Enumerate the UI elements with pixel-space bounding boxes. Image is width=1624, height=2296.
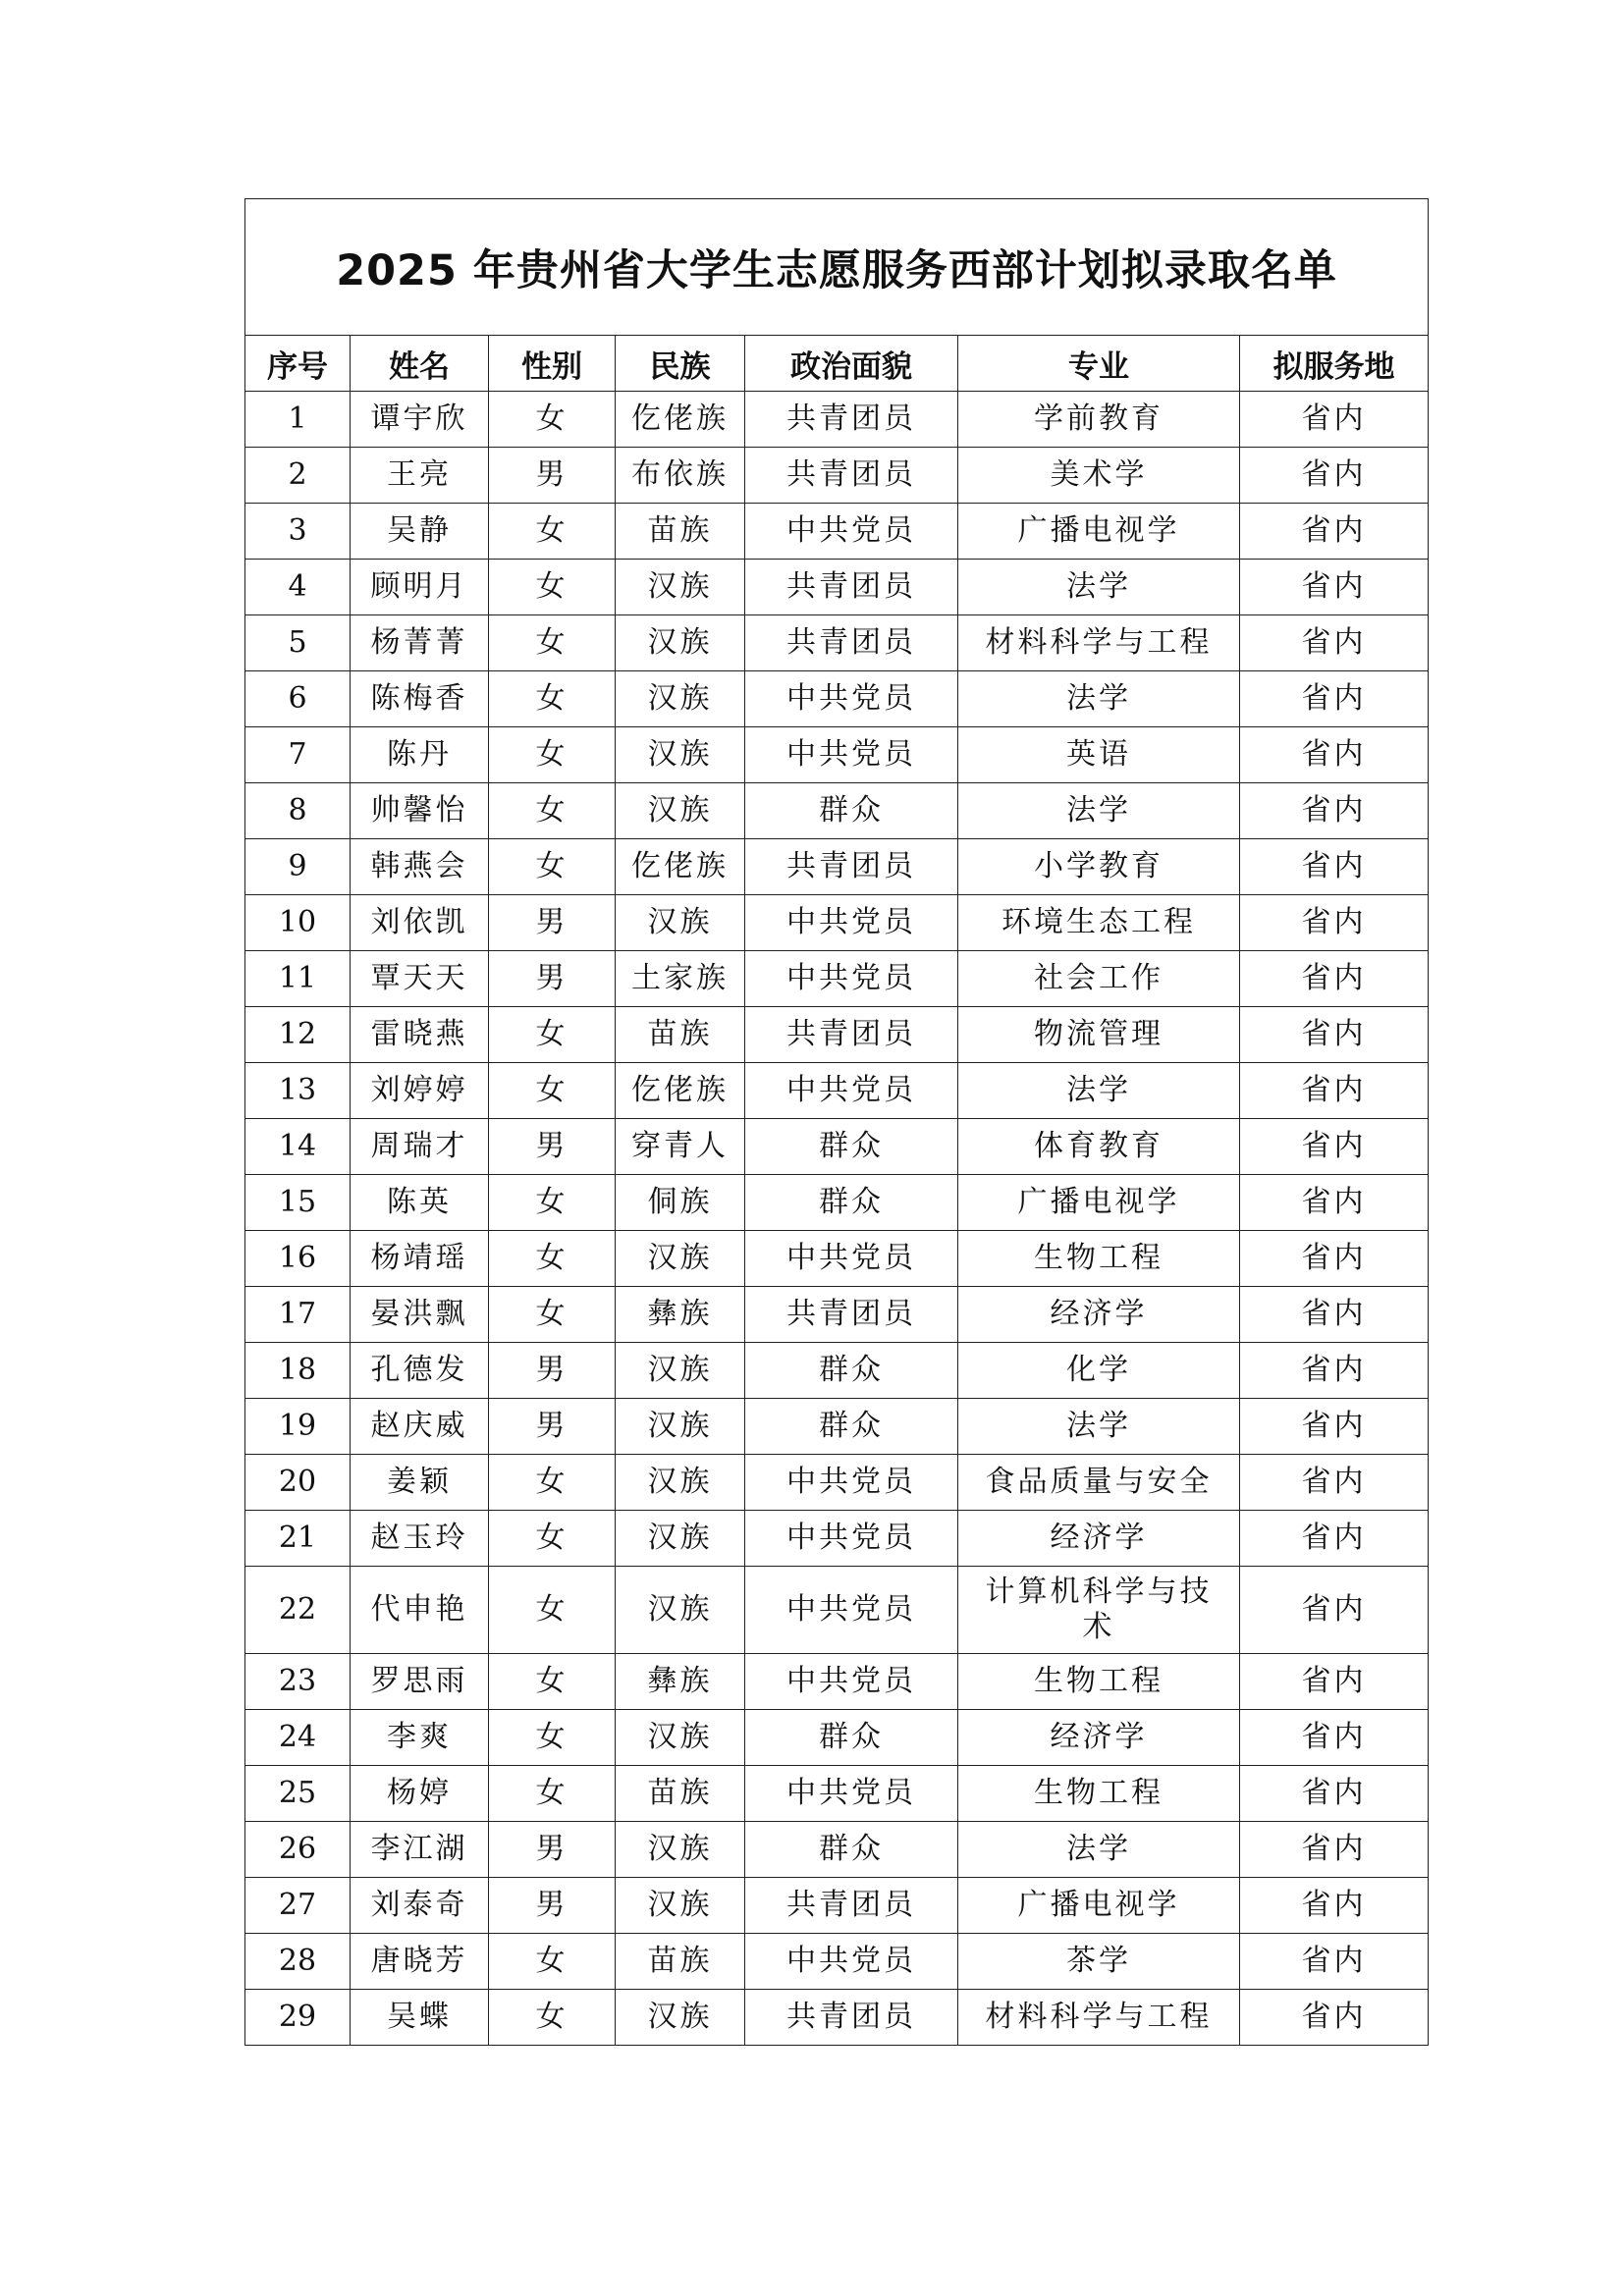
cell-political-status: 中共党员	[745, 1063, 958, 1119]
cell-name: 孔德发	[351, 1343, 489, 1399]
cell-name: 罗思雨	[351, 1654, 489, 1710]
cell-gender: 女	[489, 1567, 616, 1654]
table-row	[245, 1007, 1429, 1063]
cell-name: 王亮	[351, 448, 489, 504]
cell-service-location: 省内	[1240, 1007, 1429, 1063]
cell-gender: 女	[489, 1654, 616, 1710]
cell-name: 姜颖	[351, 1455, 489, 1511]
table-row	[245, 1654, 1429, 1710]
cell-gender: 女	[489, 727, 616, 783]
cell-name: 陈梅香	[351, 671, 489, 727]
cell-political-status: 群众	[745, 1119, 958, 1175]
cell-service-location: 省内	[1240, 1766, 1429, 1822]
cell-major: 化学	[958, 1343, 1240, 1399]
table-row	[245, 1766, 1429, 1822]
table-row	[245, 1511, 1429, 1567]
table-row	[245, 448, 1429, 504]
table-row	[245, 1934, 1429, 1990]
cell-political-status: 中共党员	[745, 1934, 958, 1990]
table-row	[245, 727, 1429, 783]
cell-gender: 男	[489, 1399, 616, 1455]
cell-political-status: 群众	[745, 1343, 958, 1399]
cell-name: 谭宇欣	[351, 392, 489, 448]
cell-ethnicity: 苗族	[616, 1766, 745, 1822]
cell-name: 韩燕会	[351, 839, 489, 895]
cell-ethnicity: 汉族	[616, 1990, 745, 2046]
header-index: 序号	[245, 336, 351, 392]
cell-service-location: 省内	[1240, 392, 1429, 448]
cell-index: 14	[245, 1119, 351, 1175]
cell-ethnicity: 汉族	[616, 1822, 745, 1878]
cell-index: 24	[245, 1710, 351, 1766]
cell-index: 15	[245, 1175, 351, 1231]
cell-major: 广播电视学	[958, 1878, 1240, 1934]
cell-gender: 女	[489, 1007, 616, 1063]
cell-major: 生物工程	[958, 1766, 1240, 1822]
cell-gender: 男	[489, 1822, 616, 1878]
cell-ethnicity: 汉族	[616, 895, 745, 951]
cell-ethnicity: 彝族	[616, 1287, 745, 1343]
cell-index: 27	[245, 1878, 351, 1934]
cell-ethnicity: 布依族	[616, 448, 745, 504]
cell-gender: 男	[489, 1878, 616, 1934]
cell-service-location: 省内	[1240, 1063, 1429, 1119]
cell-gender: 女	[489, 671, 616, 727]
cell-name: 吴静	[351, 504, 489, 560]
table-row	[245, 1455, 1429, 1511]
cell-ethnicity: 苗族	[616, 1934, 745, 1990]
cell-major: 法学	[958, 783, 1240, 839]
table-row	[245, 1287, 1429, 1343]
cell-index: 12	[245, 1007, 351, 1063]
table-row	[245, 504, 1429, 560]
cell-service-location: 省内	[1240, 1822, 1429, 1878]
cell-index: 6	[245, 671, 351, 727]
cell-political-status: 中共党员	[745, 727, 958, 783]
cell-service-location: 省内	[1240, 671, 1429, 727]
cell-name: 陈丹	[351, 727, 489, 783]
cell-service-location: 省内	[1240, 1654, 1429, 1710]
table-row	[245, 895, 1429, 951]
cell-gender: 女	[489, 839, 616, 895]
document-sheet	[244, 198, 1428, 2046]
cell-service-location: 省内	[1240, 1343, 1429, 1399]
cell-index: 26	[245, 1822, 351, 1878]
cell-gender: 女	[489, 1766, 616, 1822]
cell-political-status: 共青团员	[745, 560, 958, 615]
table-row	[245, 1710, 1429, 1766]
cell-index: 28	[245, 1934, 351, 1990]
cell-index: 17	[245, 1287, 351, 1343]
header-political-status: 政治面貌	[745, 336, 958, 392]
cell-name: 晏洪飘	[351, 1287, 489, 1343]
cell-ethnicity: 侗族	[616, 1175, 745, 1231]
cell-gender: 男	[489, 1119, 616, 1175]
cell-name: 杨靖瑶	[351, 1231, 489, 1287]
cell-ethnicity: 彝族	[616, 1654, 745, 1710]
cell-service-location: 省内	[1240, 1455, 1429, 1511]
cell-political-status: 共青团员	[745, 1878, 958, 1934]
cell-gender: 女	[489, 1511, 616, 1567]
cell-service-location: 省内	[1240, 1175, 1429, 1231]
table-row	[245, 951, 1429, 1007]
cell-ethnicity: 汉族	[616, 783, 745, 839]
cell-major: 生物工程	[958, 1231, 1240, 1287]
cell-ethnicity: 汉族	[616, 727, 745, 783]
cell-service-location: 省内	[1240, 783, 1429, 839]
cell-ethnicity: 仡佬族	[616, 1063, 745, 1119]
cell-major: 计算机科学与技术	[958, 1567, 1240, 1654]
cell-index: 29	[245, 1990, 351, 2046]
table-row	[245, 1231, 1429, 1287]
cell-major: 法学	[958, 560, 1240, 615]
document-title: 2025 年贵州省大学生志愿服务西部计划拟录取名单	[245, 199, 1429, 336]
cell-major: 经济学	[958, 1710, 1240, 1766]
cell-service-location: 省内	[1240, 839, 1429, 895]
cell-ethnicity: 汉族	[616, 671, 745, 727]
header-service-location: 拟服务地	[1240, 336, 1429, 392]
cell-political-status: 中共党员	[745, 671, 958, 727]
cell-major: 广播电视学	[958, 504, 1240, 560]
header-gender: 性别	[489, 336, 616, 392]
cell-ethnicity: 苗族	[616, 1007, 745, 1063]
table-row	[245, 392, 1429, 448]
cell-political-status: 中共党员	[745, 504, 958, 560]
table-row	[245, 1175, 1429, 1231]
cell-name: 赵庆威	[351, 1399, 489, 1455]
cell-major: 英语	[958, 727, 1240, 783]
cell-gender: 男	[489, 951, 616, 1007]
cell-ethnicity: 仡佬族	[616, 839, 745, 895]
cell-political-status: 群众	[745, 783, 958, 839]
cell-index: 9	[245, 839, 351, 895]
cell-political-status: 中共党员	[745, 1511, 958, 1567]
table-row	[245, 1119, 1429, 1175]
cell-gender: 女	[489, 615, 616, 671]
cell-service-location: 省内	[1240, 895, 1429, 951]
table-body	[245, 392, 1429, 2046]
cell-political-status: 中共党员	[745, 1654, 958, 1710]
cell-index: 5	[245, 615, 351, 671]
cell-index: 18	[245, 1343, 351, 1399]
cell-major: 材料科学与工程	[958, 615, 1240, 671]
cell-gender: 女	[489, 1990, 616, 2046]
header-name: 姓名	[351, 336, 489, 392]
cell-ethnicity: 汉族	[616, 1511, 745, 1567]
cell-ethnicity: 土家族	[616, 951, 745, 1007]
cell-index: 20	[245, 1455, 351, 1511]
cell-political-status: 中共党员	[745, 1567, 958, 1654]
cell-service-location: 省内	[1240, 1567, 1429, 1654]
cell-service-location: 省内	[1240, 615, 1429, 671]
cell-gender: 女	[489, 1063, 616, 1119]
cell-index: 4	[245, 560, 351, 615]
cell-index: 3	[245, 504, 351, 560]
cell-service-location: 省内	[1240, 1934, 1429, 1990]
cell-name: 雷晓燕	[351, 1007, 489, 1063]
cell-gender: 男	[489, 895, 616, 951]
cell-service-location: 省内	[1240, 1231, 1429, 1287]
cell-gender: 女	[489, 1175, 616, 1231]
cell-ethnicity: 苗族	[616, 504, 745, 560]
cell-name: 陈英	[351, 1175, 489, 1231]
cell-gender: 男	[489, 448, 616, 504]
cell-service-location: 省内	[1240, 1511, 1429, 1567]
cell-service-location: 省内	[1240, 727, 1429, 783]
cell-name: 顾明月	[351, 560, 489, 615]
cell-service-location: 省内	[1240, 560, 1429, 615]
cell-gender: 女	[489, 1710, 616, 1766]
cell-political-status: 共青团员	[745, 839, 958, 895]
cell-major: 美术学	[958, 448, 1240, 504]
table-row	[245, 671, 1429, 727]
cell-service-location: 省内	[1240, 1990, 1429, 2046]
cell-gender: 女	[489, 504, 616, 560]
cell-major: 体育教育	[958, 1119, 1240, 1175]
table-row	[245, 1567, 1429, 1654]
cell-political-status: 共青团员	[745, 615, 958, 671]
cell-major: 经济学	[958, 1511, 1240, 1567]
cell-major: 材料科学与工程	[958, 1990, 1240, 2046]
cell-political-status: 中共党员	[745, 1455, 958, 1511]
cell-major: 环境生态工程	[958, 895, 1240, 951]
cell-service-location: 省内	[1240, 504, 1429, 560]
cell-political-status: 群众	[745, 1822, 958, 1878]
cell-name: 赵玉玲	[351, 1511, 489, 1567]
cell-political-status: 中共党员	[745, 951, 958, 1007]
cell-major: 法学	[958, 671, 1240, 727]
cell-name: 代申艳	[351, 1567, 489, 1654]
cell-major: 学前教育	[958, 392, 1240, 448]
cell-political-status: 中共党员	[745, 1766, 958, 1822]
cell-ethnicity: 汉族	[616, 1399, 745, 1455]
table-header-row	[245, 336, 1429, 392]
cell-service-location: 省内	[1240, 448, 1429, 504]
cell-name: 唐晓芳	[351, 1934, 489, 1990]
cell-ethnicity: 汉族	[616, 1567, 745, 1654]
cell-ethnicity: 汉族	[616, 1455, 745, 1511]
cell-name: 杨菁菁	[351, 615, 489, 671]
cell-major: 社会工作	[958, 951, 1240, 1007]
table-row	[245, 1822, 1429, 1878]
cell-gender: 男	[489, 1343, 616, 1399]
cell-major: 广播电视学	[958, 1175, 1240, 1231]
cell-political-status: 共青团员	[745, 1007, 958, 1063]
cell-ethnicity: 汉族	[616, 1878, 745, 1934]
cell-index: 11	[245, 951, 351, 1007]
cell-name: 刘婷婷	[351, 1063, 489, 1119]
cell-political-status: 共青团员	[745, 448, 958, 504]
cell-service-location: 省内	[1240, 1399, 1429, 1455]
cell-ethnicity: 汉族	[616, 1343, 745, 1399]
cell-ethnicity: 汉族	[616, 1710, 745, 1766]
table-row	[245, 615, 1429, 671]
cell-gender: 女	[489, 392, 616, 448]
cell-ethnicity: 穿青人	[616, 1119, 745, 1175]
cell-ethnicity: 汉族	[616, 560, 745, 615]
header-major: 专业	[958, 336, 1240, 392]
table-row	[245, 783, 1429, 839]
table-row	[245, 1878, 1429, 1934]
cell-index: 21	[245, 1511, 351, 1567]
cell-gender: 女	[489, 783, 616, 839]
cell-index: 13	[245, 1063, 351, 1119]
cell-ethnicity: 汉族	[616, 1231, 745, 1287]
cell-service-location: 省内	[1240, 1878, 1429, 1934]
cell-gender: 女	[489, 1287, 616, 1343]
table-row	[245, 560, 1429, 615]
cell-major: 生物工程	[958, 1654, 1240, 1710]
cell-service-location: 省内	[1240, 951, 1429, 1007]
cell-name: 刘依凯	[351, 895, 489, 951]
table-row	[245, 839, 1429, 895]
header-ethnicity: 民族	[616, 336, 745, 392]
cell-political-status: 共青团员	[745, 392, 958, 448]
cell-political-status: 共青团员	[745, 1990, 958, 2046]
cell-gender: 女	[489, 1934, 616, 1990]
admission-list-table	[244, 198, 1429, 2046]
cell-name: 李江湖	[351, 1822, 489, 1878]
table-row	[245, 1343, 1429, 1399]
cell-index: 23	[245, 1654, 351, 1710]
cell-name: 李爽	[351, 1710, 489, 1766]
cell-major: 食品质量与安全	[958, 1455, 1240, 1511]
cell-index: 1	[245, 392, 351, 448]
cell-name: 杨婷	[351, 1766, 489, 1822]
cell-major: 法学	[958, 1822, 1240, 1878]
cell-political-status: 群众	[745, 1710, 958, 1766]
cell-gender: 女	[489, 560, 616, 615]
cell-major: 茶学	[958, 1934, 1240, 1990]
cell-political-status: 群众	[745, 1175, 958, 1231]
table-row	[245, 1990, 1429, 2046]
cell-name: 刘泰奇	[351, 1878, 489, 1934]
cell-service-location: 省内	[1240, 1710, 1429, 1766]
cell-name: 帅馨怡	[351, 783, 489, 839]
cell-index: 8	[245, 783, 351, 839]
cell-index: 10	[245, 895, 351, 951]
cell-index: 22	[245, 1567, 351, 1654]
cell-political-status: 群众	[745, 1399, 958, 1455]
cell-major: 小学教育	[958, 839, 1240, 895]
cell-index: 2	[245, 448, 351, 504]
cell-political-status: 中共党员	[745, 1231, 958, 1287]
cell-service-location: 省内	[1240, 1119, 1429, 1175]
cell-index: 19	[245, 1399, 351, 1455]
cell-index: 25	[245, 1766, 351, 1822]
cell-service-location: 省内	[1240, 1287, 1429, 1343]
cell-name: 覃天天	[351, 951, 489, 1007]
table-row	[245, 1399, 1429, 1455]
cell-ethnicity: 仡佬族	[616, 392, 745, 448]
cell-ethnicity: 汉族	[616, 615, 745, 671]
cell-major: 法学	[958, 1063, 1240, 1119]
cell-index: 16	[245, 1231, 351, 1287]
cell-gender: 女	[489, 1455, 616, 1511]
cell-political-status: 共青团员	[745, 1287, 958, 1343]
cell-gender: 女	[489, 1231, 616, 1287]
cell-name: 周瑞才	[351, 1119, 489, 1175]
cell-major: 经济学	[958, 1287, 1240, 1343]
cell-major: 法学	[958, 1399, 1240, 1455]
cell-political-status: 中共党员	[745, 895, 958, 951]
table-row	[245, 1063, 1429, 1119]
cell-index: 7	[245, 727, 351, 783]
cell-name: 吴蝶	[351, 1990, 489, 2046]
cell-major: 物流管理	[958, 1007, 1240, 1063]
